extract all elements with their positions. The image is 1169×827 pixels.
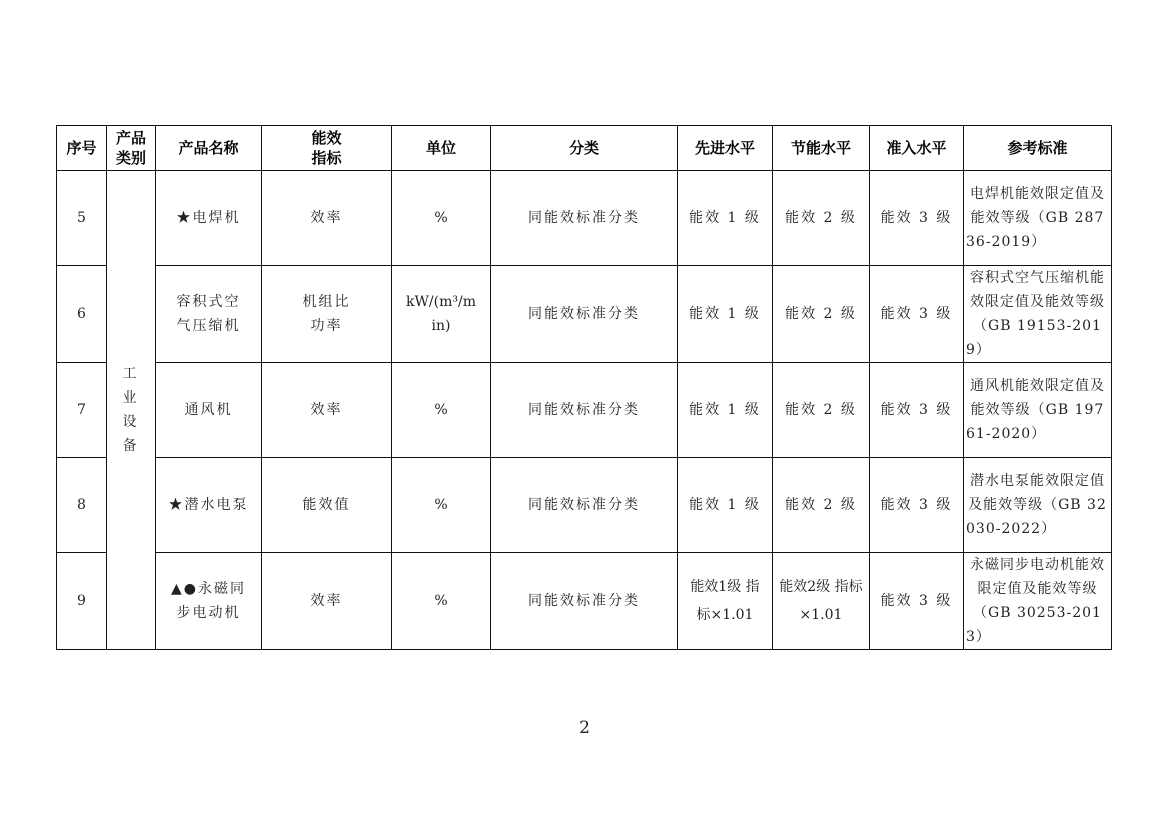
- cell-classification: 同能效标准分类: [491, 171, 678, 266]
- header-seq: 序号: [57, 126, 107, 171]
- header-saving: 节能水平: [773, 126, 870, 171]
- cell-standard: 通风机能效限定值及能效等级（GB 19761-2020）: [964, 363, 1112, 458]
- cell-standard: 永磁同步电动机能效限定值及能效等级（GB 30253-2013）: [964, 553, 1112, 650]
- cell-advanced: 能效 1 级: [678, 363, 773, 458]
- cell-saving: 能效 2 级: [773, 266, 870, 363]
- cell-unit: %: [392, 553, 491, 650]
- cell-entry: 能效 3 级: [870, 458, 964, 553]
- cell-standard: 容积式空气压缩机能效限定值及能效等级（GB 19153-2019）: [964, 266, 1112, 363]
- header-category: 产品类别: [107, 126, 156, 171]
- cell-entry: 能效 3 级: [870, 363, 964, 458]
- table-row: [57, 171, 1112, 266]
- cell-indicator: 效率: [262, 553, 392, 650]
- header-classification: 分类: [491, 126, 678, 171]
- cell-name: ▲●永磁同步电动机: [156, 553, 262, 650]
- header-standard: 参考标准: [964, 126, 1112, 171]
- cell-name: 通风机: [156, 363, 262, 458]
- cell-entry: 能效 3 级: [870, 171, 964, 266]
- cell-unit: %: [392, 171, 491, 266]
- cell-indicator: 效率: [262, 171, 392, 266]
- cell-saving: 能效 2 级: [773, 363, 870, 458]
- cell-seq: 7: [57, 363, 107, 458]
- cell-seq: 8: [57, 458, 107, 553]
- cell-standard: 潜水电泵能效限定值及能效等级（GB 32030-2022）: [964, 458, 1112, 553]
- header-entry: 准入水平: [870, 126, 964, 171]
- header-advanced: 先进水平: [678, 126, 773, 171]
- cell-name: ★电焊机: [156, 171, 262, 266]
- header-indicator: 能效指标: [262, 126, 392, 171]
- cell-classification: 同能效标准分类: [491, 553, 678, 650]
- cell-indicator: 能效值: [262, 458, 392, 553]
- cell-name: 容积式空气压缩机: [156, 266, 262, 363]
- cell-seq: 5: [57, 171, 107, 266]
- cell-advanced: 能效 1 级: [678, 171, 773, 266]
- table-row: [57, 458, 1112, 553]
- cell-advanced: 能效1级 指标×1.01: [678, 553, 773, 650]
- page-number: 2: [579, 718, 590, 738]
- cell-advanced: 能效 1 级: [678, 458, 773, 553]
- cell-advanced: 能效 1 级: [678, 266, 773, 363]
- cell-unit: %: [392, 363, 491, 458]
- cell-name: ★潜水电泵: [156, 458, 262, 553]
- cell-classification: 同能效标准分类: [491, 266, 678, 363]
- cell-indicator: 机组比功率: [262, 266, 392, 363]
- energy-efficiency-table: [56, 125, 1112, 650]
- cell-classification: 同能效标准分类: [491, 458, 678, 553]
- cell-seq: 9: [57, 553, 107, 650]
- table-row: [57, 363, 1112, 458]
- cell-classification: 同能效标准分类: [491, 363, 678, 458]
- cell-indicator: 效率: [262, 363, 392, 458]
- cell-standard: 电焊机能效限定值及能效等级（GB 28736-2019）: [964, 171, 1112, 266]
- category-label: 工业设备: [122, 366, 140, 454]
- cell-unit: kW/(m³/min): [392, 266, 491, 363]
- table-row: [57, 266, 1112, 363]
- cell-entry: 能效 3 级: [870, 266, 964, 363]
- cell-saving: 能效 2 级: [773, 458, 870, 553]
- cell-seq: 6: [57, 266, 107, 363]
- cell-entry: 能效 3 级: [870, 553, 964, 650]
- cell-saving: 能效 2 级: [773, 171, 870, 266]
- header-row: [57, 126, 1112, 171]
- cell-category: [107, 171, 156, 650]
- header-unit: 单位: [392, 126, 491, 171]
- table-row: [57, 553, 1112, 650]
- cell-unit: %: [392, 458, 491, 553]
- header-name: 产品名称: [156, 126, 262, 171]
- cell-saving: 能效2级 指标×1.01: [773, 553, 870, 650]
